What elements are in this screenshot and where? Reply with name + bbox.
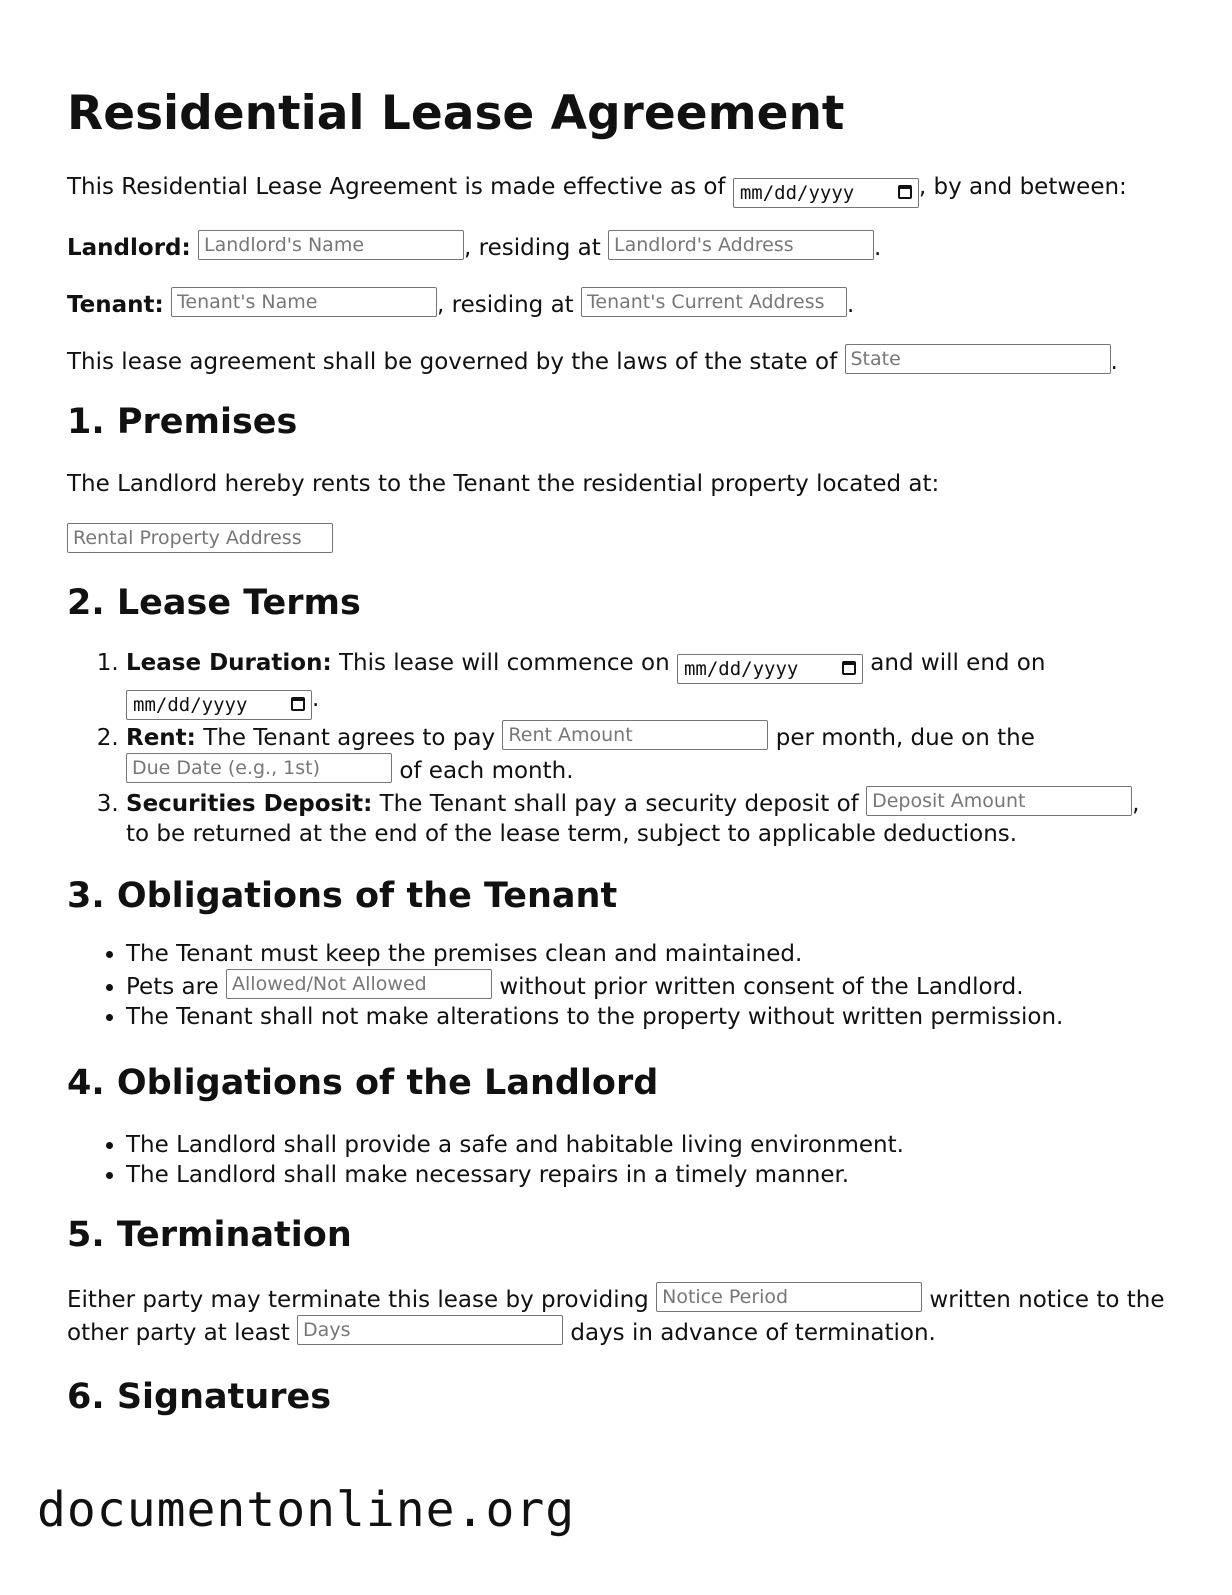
end-date-input[interactable] [126,690,312,720]
pets-text: Pets are [126,974,219,1000]
lease-duration-period: . [312,686,320,712]
lease-duration-item [126,648,1167,720]
lease-terms-list [67,648,1167,849]
landlord-address-input[interactable]: Landlord's Address [608,230,874,260]
deposit-label: Securities Deposit: [126,791,373,817]
list-item: • The Landlord shall make necessary repairs in a timely manner. [126,1160,1167,1190]
rental-address-input[interactable]: Rental Property Address [67,523,333,553]
intro-paragraph [67,172,1167,208]
signatures-heading: 6. Signatures [67,1377,332,1417]
state-input[interactable]: State [845,344,1111,374]
tenant-residing-text: , residing at [437,292,574,318]
list-item: • The Landlord shall provide a safe and habitable living environment. [126,1130,1167,1160]
list-item: • The Tenant shall not make alterations to the property without written permission. [126,1002,1167,1032]
notice-period-input[interactable]: Notice Period [656,1282,922,1312]
rent-text-3: of each month. [399,758,574,784]
premises-text: The Landlord hereby rents to the Tenant the residential property located at: [67,471,940,497]
tenant-line-end: . [847,292,855,318]
tenant-obligations-list [67,939,1167,1032]
tenant-name-input[interactable]: Tenant's Name [171,287,437,317]
governing-law-text: This lease agreement shall be governed by the laws of the state of [67,349,838,375]
termination-paragraph [67,1282,1167,1348]
termination-text-3: days in advance of termination. [570,1320,936,1346]
page-title: Residential Lease Agreement [67,86,845,141]
start-date-input[interactable] [677,654,863,684]
calendar-icon[interactable] [898,185,912,199]
premises-input-line [67,523,1167,556]
deposit-text: The Tenant shall pay a security deposit of [379,791,859,817]
deposit-item [126,786,1167,849]
days-input[interactable]: Days [297,1315,563,1345]
rent-label: Rent: [126,725,196,751]
governing-law-line [67,344,1167,377]
deposit-text-2: , to be returned at the end of the lease term, subject to applicable deductions. [126,791,1140,847]
rent-amount-input[interactable]: Rent Amount [502,720,768,750]
premises-heading: 1. Premises [67,402,298,442]
tenant-line [67,287,1167,320]
termination-heading: 5. Termination [67,1215,352,1255]
effective-date-input[interactable] [733,178,919,208]
landlord-line [67,230,1167,263]
pets-input[interactable]: Allowed/Not Allowed [226,969,492,999]
landlord-residing-text: , residing at [464,235,601,261]
effective-date-placeholder: mm/dd/yyyy [739,182,855,204]
pets-item [126,969,1167,1002]
watermark: documentonline.org [37,1482,576,1538]
lease-duration-label: Lease Duration: [126,650,332,676]
calendar-icon[interactable] [291,697,305,711]
landlord-name-input[interactable]: Landlord's Name [198,230,464,260]
governing-law-end: . [1110,349,1118,375]
pets-text-2: without prior written consent of the Landlord. [499,974,1024,1000]
landlord-label: Landlord: [67,235,191,261]
intro-text-end: , by and between: [918,174,1127,200]
due-date-input[interactable]: Due Date (e.g., 1st) [126,753,392,783]
tenant-address-input[interactable]: Tenant's Current Address [581,287,847,317]
lease-terms-heading: 2. Lease Terms [67,583,361,623]
lease-duration-end-text: and will end on [870,650,1046,676]
landlord-line-end: . [874,235,882,261]
intro-text: This Residential Lease Agreement is made effective as of [67,174,726,200]
end-date-placeholder: mm/dd/yyyy [133,694,248,716]
deposit-amount-input[interactable]: Deposit Amount [866,786,1132,816]
rent-text: The Tenant agrees to pay [203,725,496,751]
lease-document [67,0,1167,1418]
landlord-obligations-heading: 4. Obligations of the Landlord [67,1063,659,1103]
start-date-placeholder: mm/dd/yyyy [683,658,799,680]
rent-item [126,720,1167,786]
landlord-obligations-list [67,1130,1167,1190]
termination-text: Either party may terminate this lease by providing [67,1287,649,1313]
termination-text-2: written notice to the other party at least [67,1287,1165,1346]
calendar-icon[interactable] [842,661,856,675]
list-item: • The Tenant must keep the premises clean and maintained. [126,939,1167,969]
rent-text-2: per month, due on the [775,725,1035,751]
lease-duration-text: This lease will commence on [338,650,670,676]
tenant-obligations-heading: 3. Obligations of the Tenant [67,876,618,916]
tenant-label: Tenant: [67,292,164,318]
